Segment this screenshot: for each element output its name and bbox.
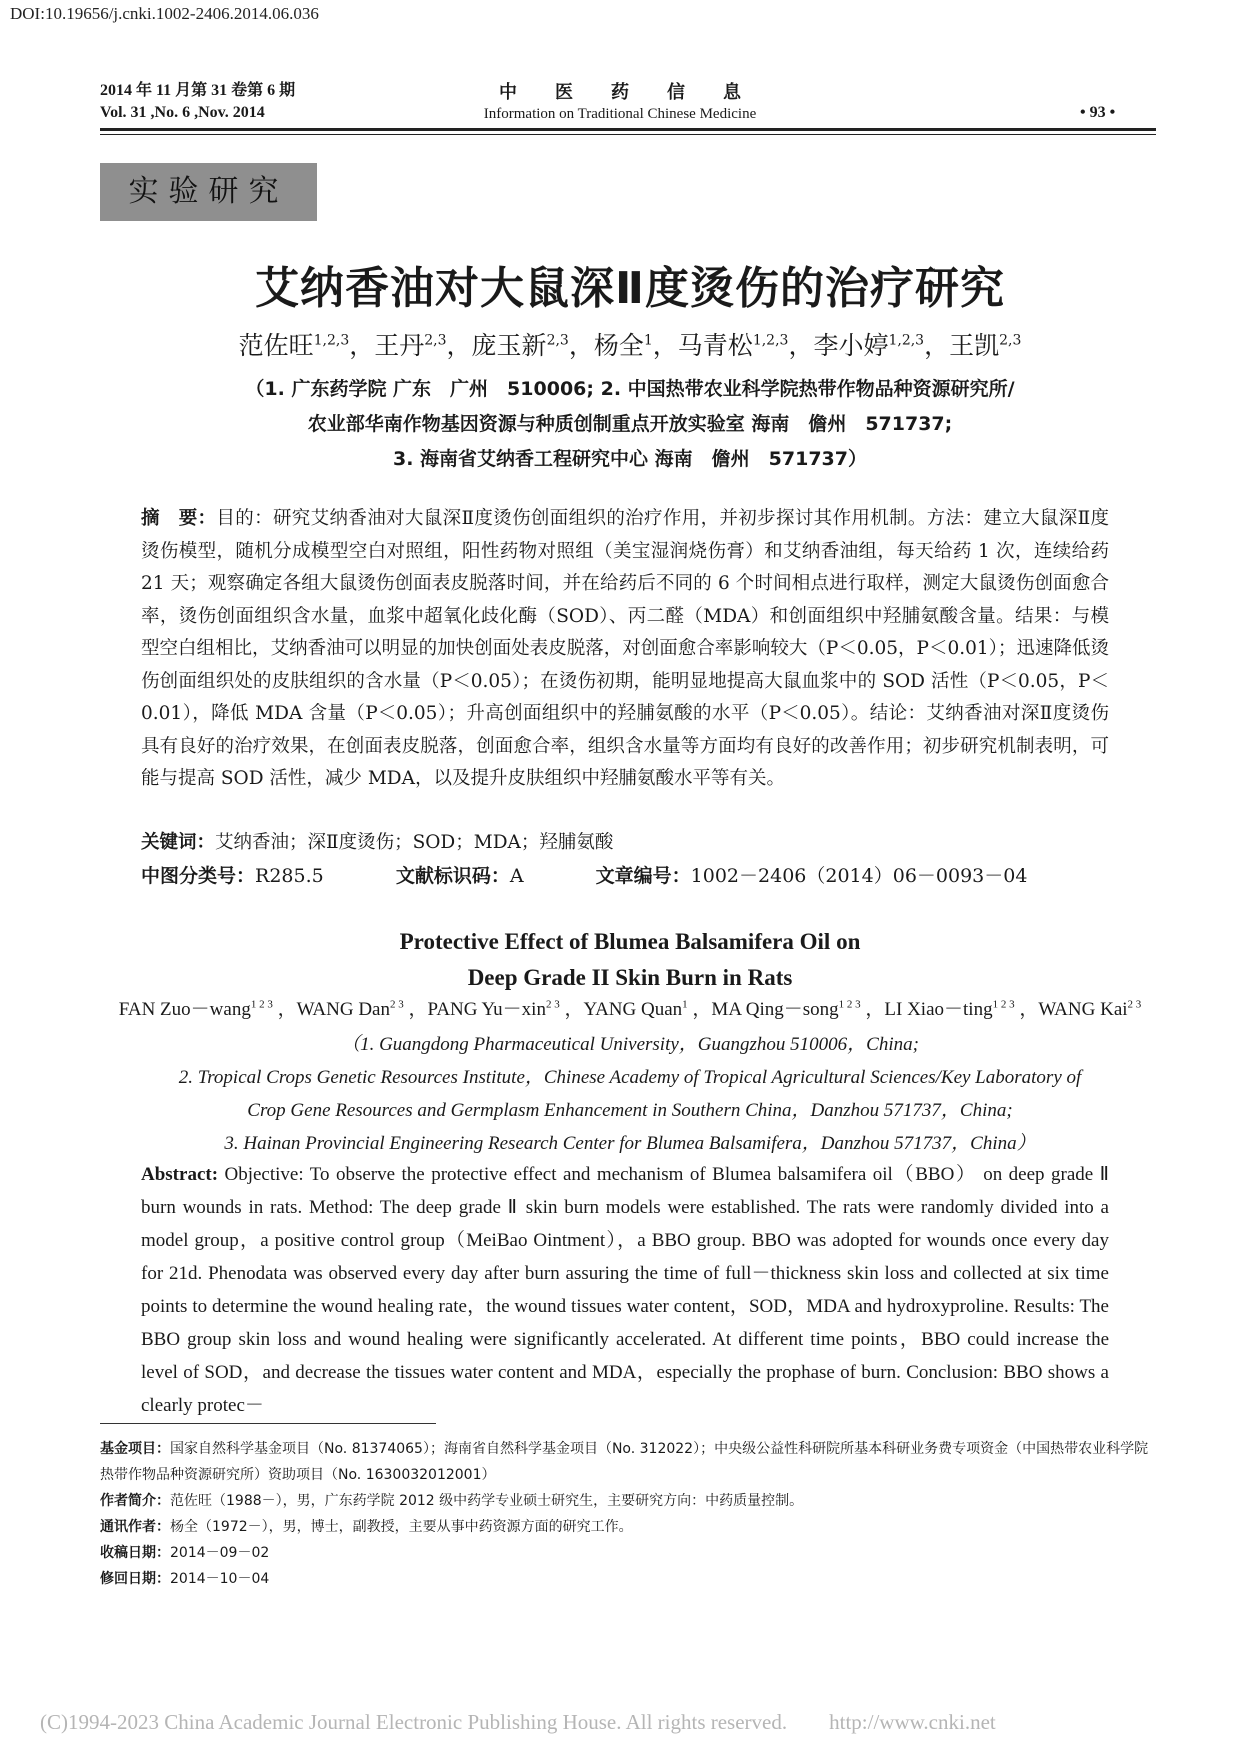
affiliation-en-line: 2. Tropical Crops Genetic Resources Institute，Chinese Academy of Tropical Agricultural Sciences/Key Laboratory of	[178, 1067, 1082, 1088]
author-separator: ，	[559, 999, 584, 1020]
footnote-label: 修回日期：	[100, 1571, 170, 1587]
author-affiliation-marker: 1	[682, 998, 688, 1011]
classification-line	[141, 860, 1109, 892]
footnote-rule	[100, 1423, 436, 1424]
footnote-text: 杨全（1972－），男，博士，副教授，主要从事中药资源方面的研究工作。	[170, 1519, 633, 1535]
footnote-author-bio	[100, 1488, 1156, 1514]
clc-value: R285.5	[255, 865, 324, 887]
author-separator: ，	[349, 331, 375, 360]
journal-name	[420, 78, 820, 123]
author-separator: ，	[568, 331, 594, 360]
abstract-cn	[141, 503, 1109, 796]
author-affiliation-marker: 1 2 3	[250, 998, 273, 1011]
author-separator: ，	[1014, 999, 1039, 1020]
affiliation-en-line: Crop Gene Resources and Germplasm Enhancement in Southern China，Danzhou 571737，China;	[247, 1100, 1013, 1121]
article-number-value: 1002－2406（2014）06－0093－04	[690, 865, 1028, 887]
footnote-corresponding-author	[100, 1514, 1156, 1540]
footnote-label: 通讯作者：	[100, 1519, 170, 1535]
authors-en	[95, 994, 1165, 1021]
journal-issue	[100, 80, 295, 124]
abstract-en-text: Objective: To observe the protective effect and mechanism of Blumea balsamifera oil（BBO） on deep grade Ⅱ burn wounds in rats. Method: The deep grade Ⅱ skin burn models were established. The rats were randomly divided into a model group，a positive control group（MeiBao Ointment），a BBO group. BBO was adopted for wounds once every day for 21d. Phenodata was observed every day after burn assuring the time of full－thickness skin loss and collected at six time points to determine the wound healing rate，the wound tissues water content，SOD，MDA and hydroxyproline. Results: The BBO group skin loss and wound healing were significantly accelerated. At different time points，BBO could increase the level of SOD，and decrease the tissues water content and MDA，especially the prophase of burn. Conclusion: BBO shows a clearly protec－	[141, 1164, 1109, 1416]
author-affiliation-marker: 1 2 3	[838, 998, 861, 1011]
author-affiliation-marker: 2 3	[390, 998, 404, 1011]
authors-cn	[80, 326, 1180, 362]
abstract-cn-label: 摘 要：	[141, 508, 217, 529]
affiliations-cn	[100, 372, 1160, 477]
affiliation-en-line: （1. Guangdong Pharmaceutical University，Guangzhou 510006，China;	[341, 1034, 919, 1055]
article-title-cn: 艾纳香油对大鼠深Ⅱ度烫伤的治疗研究	[255, 263, 1005, 314]
affiliation-cn-line: 农业部华南作物基因资源与种质创制重点开放实验室 海南 儋州 571737;	[307, 413, 953, 435]
author-affiliation-marker: 1,2,3	[313, 332, 350, 349]
author-affiliation-marker: 1,2,3	[888, 332, 925, 349]
author-name: 范佐旺	[238, 331, 314, 360]
author-name: FAN Zuo－wang	[118, 999, 251, 1020]
keywords-cn-text: 艾纳香油；深Ⅱ度烫伤；SOD；MDA；羟脯氨酸	[215, 832, 614, 853]
footnote-received-date	[100, 1540, 1156, 1566]
journal-name-en: Information on Traditional Chinese Medicine	[483, 106, 757, 122]
author-separator: ，	[403, 999, 428, 1020]
footnote-funding	[100, 1436, 1156, 1488]
footnotes	[100, 1436, 1156, 1592]
author-affiliation-marker: 1 2 3	[992, 998, 1015, 1011]
footnote-label: 作者简介：	[100, 1493, 170, 1509]
author-name: 王丹	[374, 331, 425, 360]
author-name: WANG Kai	[1038, 999, 1128, 1020]
author-name: MA Qing－song	[711, 999, 839, 1020]
author-name: LI Xiao－ting	[884, 999, 993, 1020]
footnote-text: 2014－10－04	[170, 1571, 270, 1587]
author-affiliation-marker: 2 3	[545, 998, 560, 1011]
author-separator: ，	[652, 331, 678, 360]
clc-label: 中图分类号：	[141, 865, 256, 887]
footnote-label: 基金项目：	[100, 1441, 170, 1457]
abstract-cn-text: 目的：研究艾纳香油对大鼠深Ⅱ度烫伤创面组织的治疗作用，并初步探讨其作用机制。方法：建立大鼠深Ⅱ度烫伤模型，随机分成模型空白对照组，阳性药物对照组（美宝湿润烧伤膏）和艾纳香油组，每天给药 1 次，连续给药 21 天；观察确定各组大鼠烫伤创面表皮脱落时间，并在给药后不同的 6 个时间相点进行取样，测定大鼠烫伤创面愈合率，烫伤创面组织含水量，血浆中超氧化歧化酶（SOD）、丙二醛（MDA）和创面组织中羟脯氨酸含量。结果：与模型空白组相比，艾纳香油可以明显的加快创面处表皮脱落，对创面愈合率影响较大（P＜0.05，P＜0.01）；迅速降低烫伤创面组织处的皮肤组织的含水量（P＜0.05）；在烫伤初期，能明显地提高大鼠血浆中的 SOD 活性（P＜0.05，P＜0.01），降低 MDA 含量（P＜0.05）；升高创面组织中的羟脯氨酸的水平（P＜0.05）。结论：艾纳香油对深Ⅱ度烫伤具有良好的治疗效果，在创面表皮脱落，创面愈合率，组织含水量等方面均有良好的改善作用；初步研究机制表明，可能与提高 SOD 活性，减少 MDA，以及提升皮肤组织中羟脯氨酸水平等有关。	[141, 508, 1109, 789]
author-affiliation-marker: 2,3	[999, 332, 1022, 349]
footnote-text: 2014－09－02	[170, 1545, 270, 1561]
author-separator: ，	[860, 999, 885, 1020]
author-separator: ，	[788, 331, 814, 360]
author-affiliation-marker: 2,3	[424, 332, 447, 349]
author-affiliation-marker: 2,3	[546, 332, 569, 349]
author-separator: ，	[446, 331, 472, 360]
author-affiliation-marker: 2 3	[1127, 998, 1142, 1011]
footnote-text: 国家自然科学基金项目（No. 81374065）；海南省自然科学基金项目（No. 312022）；中央级公益性科研院所基本科研业务费专项资金（中国热带农业科学院热带作物品种资源研究所）资助项目（No. 1630032012001）	[100, 1441, 1149, 1483]
keywords-cn	[141, 827, 1109, 859]
title-en-line: Protective Effect of Blumea Balsamifera Oil on	[399, 929, 861, 954]
header-rule-thick	[100, 128, 1156, 131]
author-separator: ，	[272, 999, 297, 1020]
section-tag: 实验研究	[100, 163, 317, 221]
author-name: PANG Yu－xin	[427, 999, 546, 1020]
author-name: 王凯	[949, 331, 1000, 360]
title-en-line: Deep Grade II Skin Burn in Rats	[467, 965, 793, 990]
footnote-label: 收稿日期：	[100, 1545, 170, 1561]
header-rule-thin	[100, 134, 1156, 135]
article-number-label: 文章编号：	[595, 865, 691, 887]
copyright-watermark: (C)1994-2023 China Academic Journal Electronic Publishing House. All rights reserved. http://www.cnki.net	[40, 1710, 996, 1734]
author-name: 马青松	[677, 331, 753, 360]
abstract-en-label: Abstract:	[141, 1164, 219, 1185]
journal-name-cn: 中医药信息	[499, 82, 779, 102]
author-affiliation-marker: 1	[643, 332, 653, 349]
author-name: WANG Dan	[296, 999, 390, 1020]
author-affiliation-marker: 1,2,3	[752, 332, 789, 349]
author-name: YANG Quan	[583, 999, 683, 1020]
author-separator: ，	[924, 331, 950, 360]
author-name: 杨全	[593, 331, 644, 360]
page-number: • 93 •	[1080, 104, 1116, 121]
abstract-en	[141, 1158, 1109, 1422]
author-separator: ，	[687, 999, 712, 1020]
author-name: 李小婷	[813, 331, 889, 360]
affiliation-en-line: 3. Hainan Provincial Engineering Research Center for Blumea Balsamifera，Danzhou 571737，China）	[224, 1133, 1036, 1154]
affiliation-cn-line: （1. 广东药学院 广东 广州 510006; 2. 中国热带农业科学院热带作物品种资源研究所/	[245, 378, 1015, 400]
footnote-revised-date	[100, 1566, 1156, 1592]
footnote-text: 范佐旺（1988－），男，广东药学院 2012 级中药学专业硕士研究生，主要研究方向：中药质量控制。	[170, 1493, 804, 1509]
issue-cn: 2014 年 11 月第 31 卷第 6 期	[100, 82, 296, 99]
doc-code-value: A	[509, 865, 524, 887]
doc-code-label: 文献标识码：	[395, 865, 510, 887]
article-title-en	[100, 924, 1160, 996]
issue-en: Vol. 31 ,No. 6 ,Nov. 2014	[100, 104, 265, 121]
author-name: 庞玉新	[471, 331, 547, 360]
keywords-cn-label: 关键词：	[141, 832, 216, 853]
affiliations-en	[100, 1028, 1160, 1160]
affiliation-cn-line: 3. 海南省艾纳香工程研究中心 海南 儋州 571737）	[393, 448, 867, 470]
doi-line: DOI:10.19656/j.cnki.1002-2406.2014.06.036	[10, 4, 319, 23]
